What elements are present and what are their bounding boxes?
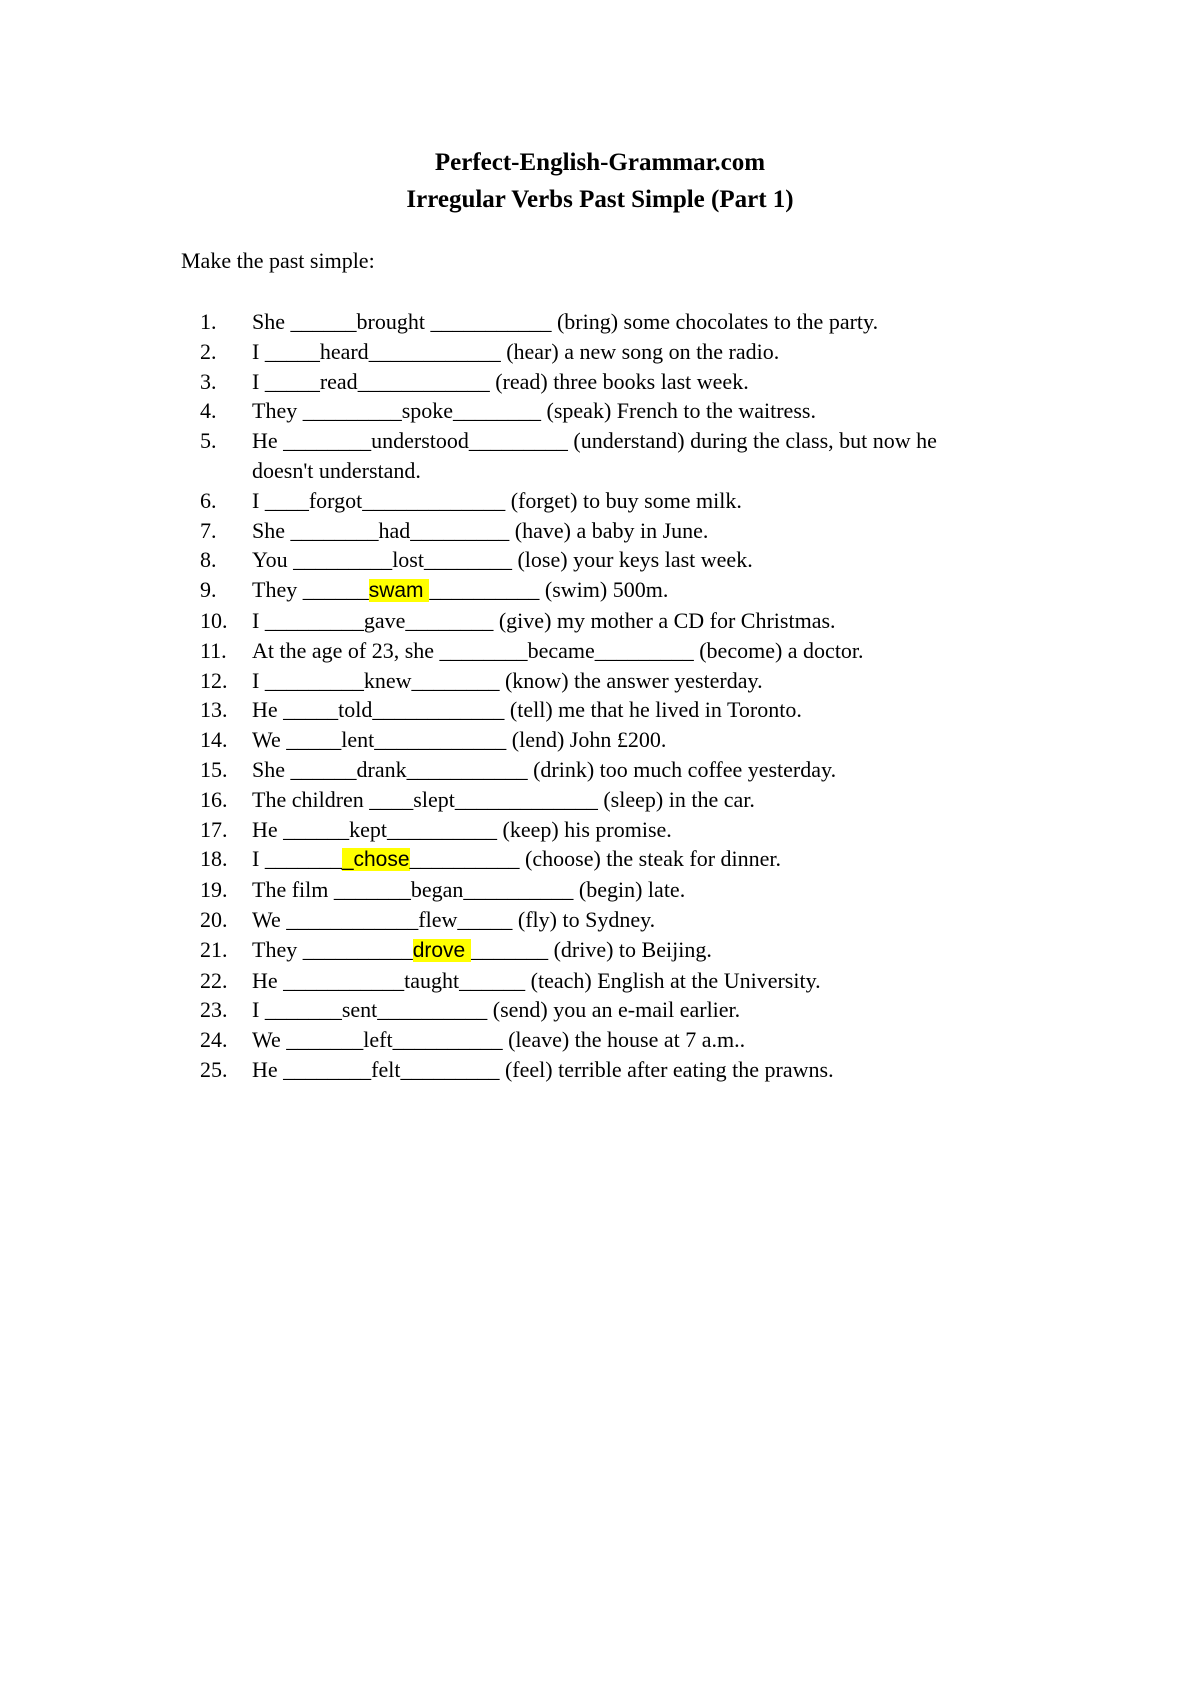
sentence-end: __________ (swim) 500m. xyxy=(429,577,669,603)
sentence-start: I _____ xyxy=(252,368,320,394)
item-number: 1. xyxy=(200,309,217,334)
sentence-end: ____________ (hear) a new song on the radio. xyxy=(368,338,780,364)
list-item xyxy=(200,606,960,636)
list-item xyxy=(200,1025,960,1055)
sentence-end: ______ (teach) English at the University. xyxy=(459,967,821,993)
item-number: 21. xyxy=(200,936,228,962)
answer-text: began xyxy=(410,877,464,903)
item-number: 19. xyxy=(200,877,228,903)
sentence-start: They ______ xyxy=(252,577,369,603)
sentence-end: ____________ (read) three books last week. xyxy=(357,368,749,394)
answer-text: slept xyxy=(413,786,455,812)
sentence-start: I _________ xyxy=(252,667,364,693)
sentence-end: __________ (choose) the steak for dinner. xyxy=(409,846,782,872)
answer-text: spoke xyxy=(401,398,454,424)
answer-text: read xyxy=(319,368,358,394)
item-number: 13. xyxy=(200,697,228,723)
sentence-start: At the age of 23, she ________ xyxy=(252,637,528,663)
list-item xyxy=(200,486,960,516)
item-sentence xyxy=(252,755,960,785)
list-item xyxy=(200,575,960,606)
list-item xyxy=(200,935,960,966)
item-number: 7. xyxy=(200,517,217,543)
sentence-start: I _________ xyxy=(252,607,364,633)
answer-text: had xyxy=(378,517,411,543)
sentence-start: I ____ xyxy=(252,487,309,513)
sentence-end: ____________ (tell) me that he lived in Toronto. xyxy=(372,697,802,723)
item-number: 25. xyxy=(200,1056,228,1082)
answer-text: forgot xyxy=(308,487,363,513)
answer-text: knew xyxy=(363,667,412,693)
item-sentence xyxy=(252,367,960,397)
list-item xyxy=(200,516,960,546)
item-number: 10. xyxy=(200,607,228,633)
answer-text: swam xyxy=(368,579,430,603)
sentence-end: ________ (give) my mother a CD for Christmas. xyxy=(405,607,836,633)
item-sentence xyxy=(252,815,960,845)
answer-text: taught xyxy=(404,967,460,993)
item-number: 9. xyxy=(200,577,217,603)
item-sentence xyxy=(252,1025,960,1055)
answer-text: gave xyxy=(363,607,406,633)
sentence-end: __________ (begin) late. xyxy=(463,877,686,903)
sentence-end: __________ (leave) the house at 7 a.m.. xyxy=(392,1027,746,1053)
answer-text: lent xyxy=(341,727,375,753)
page-title: Irregular Verbs Past Simple (Part 1) xyxy=(406,186,794,213)
item-sentence xyxy=(252,966,960,996)
item-sentence xyxy=(252,575,960,606)
sentence-start: She ______ xyxy=(252,309,357,334)
sentence-start: I _______ xyxy=(252,997,342,1023)
sentence-end: __________ (keep) his promise. xyxy=(387,816,672,842)
answer-text: flew xyxy=(418,906,458,932)
answer-text: lost xyxy=(392,547,424,573)
exercise-list xyxy=(200,307,960,1085)
site-title: Perfect-English-Grammar.com xyxy=(434,149,766,176)
list-item xyxy=(200,396,960,426)
sentence-end: _________ (understand) during the class, but now he doesn't understand. xyxy=(252,428,937,483)
answer-text: heard xyxy=(319,338,369,364)
sentence-end: ____________ (lend) John £200. xyxy=(374,727,667,753)
item-sentence xyxy=(252,426,960,486)
item-number: 16. xyxy=(200,786,228,812)
item-sentence xyxy=(252,785,960,815)
answer-text: drove xyxy=(412,938,472,962)
answer-text: brought xyxy=(356,309,425,334)
sentence-start: I _____ xyxy=(252,338,320,364)
item-sentence xyxy=(252,545,960,575)
sentence-end: ________ (know) the answer yesterday. xyxy=(411,667,763,693)
item-sentence xyxy=(252,905,960,935)
sentence-start: He _____ xyxy=(252,697,339,723)
item-sentence xyxy=(252,636,960,666)
item-number: 5. xyxy=(200,428,217,454)
item-number: 23. xyxy=(200,997,228,1023)
sentence-end: __________ (send) you an e-mail earlier. xyxy=(377,997,741,1023)
item-number: 4. xyxy=(200,398,217,424)
instruction-text: Make the past simple: xyxy=(181,248,375,273)
list-item xyxy=(200,815,960,845)
item-sentence xyxy=(252,844,960,875)
answer-text: sent xyxy=(341,997,378,1023)
sentence-end: _____________ (forget) to buy some milk. xyxy=(362,487,742,513)
list-item xyxy=(200,785,960,815)
sentence-start: We _______ xyxy=(252,1027,364,1053)
list-item xyxy=(200,337,960,367)
sentence-start: They __________ xyxy=(252,936,413,962)
item-number: 11. xyxy=(200,637,227,663)
item-number: 8. xyxy=(200,547,217,573)
list-item xyxy=(200,367,960,397)
item-sentence xyxy=(252,396,960,426)
sentence-start: He ______ xyxy=(252,816,350,842)
list-item xyxy=(200,1055,960,1085)
sentence-start: The film _______ xyxy=(252,877,411,903)
sentence-start: We _____ xyxy=(252,727,342,753)
list-item xyxy=(200,636,960,666)
answer-text: drank xyxy=(356,756,407,782)
answer-text: understood xyxy=(371,428,469,454)
item-sentence xyxy=(252,337,960,367)
sentence-end: _____________ (sleep) in the car. xyxy=(454,786,755,812)
sentence-start: The children ____ xyxy=(252,786,414,812)
list-item xyxy=(200,695,960,725)
sentence-end: ________ (lose) your keys last week. xyxy=(423,547,753,573)
sentence-end: ___________ (drink) too much coffee yesterday. xyxy=(406,756,837,782)
item-number: 22. xyxy=(200,967,228,993)
item-number: 14. xyxy=(200,727,228,753)
list-item xyxy=(200,307,960,337)
item-sentence xyxy=(252,875,960,905)
sentence-start: She ______ xyxy=(252,756,357,782)
item-number: 15. xyxy=(200,756,228,782)
sentence-start: She ________ xyxy=(252,517,379,543)
sentence-start: We ____________ xyxy=(252,906,419,932)
answer-text: told xyxy=(338,697,373,723)
answer-text: felt xyxy=(371,1056,401,1082)
sentence-end: _________ (become) a doctor. xyxy=(594,637,864,663)
sentence-start: I _______ xyxy=(252,846,342,872)
item-sentence xyxy=(252,516,960,546)
item-number: 12. xyxy=(200,667,228,693)
item-sentence xyxy=(252,935,960,966)
list-item xyxy=(200,755,960,785)
item-sentence xyxy=(252,995,960,1025)
sentence-end: _______ (drive) to Beijing. xyxy=(471,936,712,962)
item-number: 18. xyxy=(200,846,228,872)
sentence-end: ___________ (bring) some chocolates to the party. xyxy=(424,309,879,334)
sentence-start: They _________ xyxy=(252,398,402,424)
answer-text: left xyxy=(363,1027,393,1053)
list-item xyxy=(200,995,960,1025)
item-number: 2. xyxy=(200,338,217,364)
list-item xyxy=(200,905,960,935)
item-sentence xyxy=(252,486,960,516)
list-item xyxy=(200,966,960,996)
sentence-start: You _________ xyxy=(252,547,393,573)
item-number: 6. xyxy=(200,487,217,513)
sentence-end: ________ (speak) French to the waitress. xyxy=(453,398,816,424)
item-number: 3. xyxy=(200,368,217,394)
list-item xyxy=(200,545,960,575)
sentence-start: He ________ xyxy=(252,428,372,454)
item-number: 24. xyxy=(200,1027,228,1053)
answer-text: kept xyxy=(349,816,388,842)
list-item xyxy=(200,666,960,696)
sentence-start: He ________ xyxy=(252,1056,372,1082)
list-item xyxy=(200,844,960,875)
item-number: 20. xyxy=(200,906,228,932)
answer-text: became xyxy=(527,637,595,663)
sentence-end: _____ (fly) to Sydney. xyxy=(457,906,656,932)
item-sentence xyxy=(252,695,960,725)
item-sentence xyxy=(252,666,960,696)
list-item xyxy=(200,725,960,755)
item-sentence xyxy=(252,1055,960,1085)
list-item xyxy=(200,875,960,905)
item-sentence xyxy=(252,606,960,636)
sentence-start: He ___________ xyxy=(252,967,405,993)
sentence-end: _________ (have) a baby in June. xyxy=(410,517,709,543)
item-sentence xyxy=(252,725,960,755)
answer-text: _chose xyxy=(341,848,410,872)
list-item xyxy=(200,426,960,486)
item-sentence xyxy=(252,307,960,337)
item-number: 17. xyxy=(200,816,228,842)
sentence-end: _________ (feel) terrible after eating the prawns. xyxy=(400,1056,834,1082)
